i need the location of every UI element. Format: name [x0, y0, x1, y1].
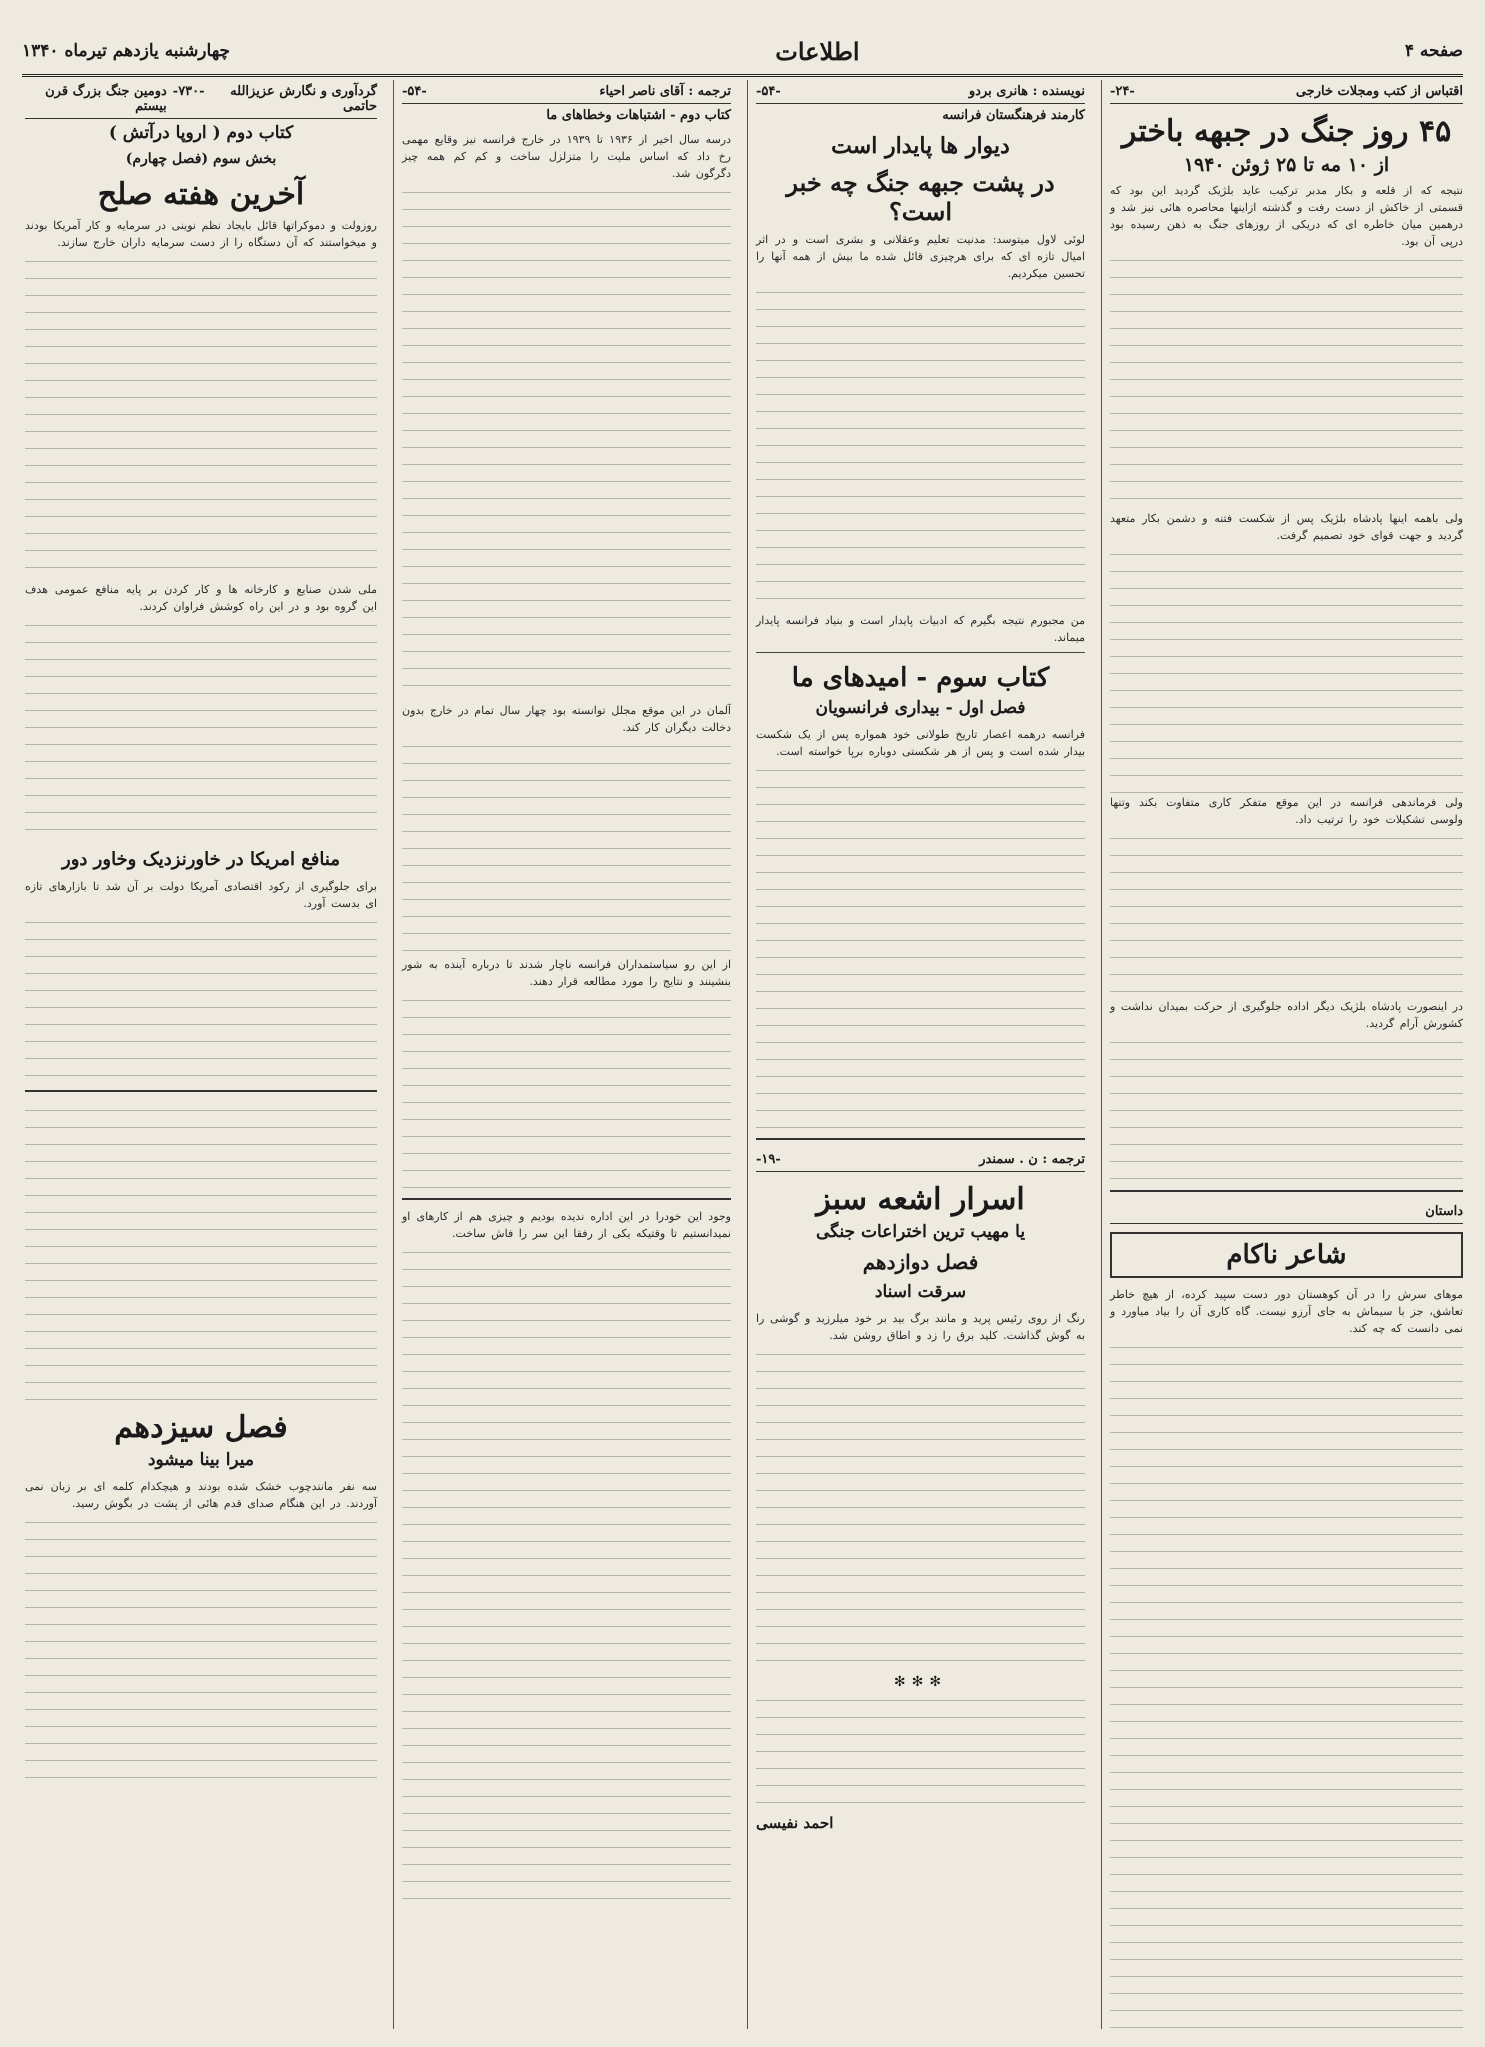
chapter-number: فصل دوازدهم [862, 1250, 979, 1275]
text-block [756, 282, 1085, 612]
section-title: کتاب سوم - امیدهای ما [791, 662, 1050, 693]
separator-stars: ✻✻✻ [893, 1674, 948, 1691]
chapter-headline: فصل سیزدهم [114, 1410, 288, 1445]
text-block [1110, 828, 1463, 998]
divider [1110, 1190, 1463, 1192]
article-dateline: از ۱۰ مه تا ۲۵ ژوئن ۱۹۴۰ [1183, 154, 1390, 176]
episode-number: -۱۹- [756, 1152, 781, 1168]
section-label: داستان [1425, 1204, 1463, 1219]
serial-subhead: یا مهیب ترین اختراعات جنگی [815, 1222, 1026, 1243]
paper-name: اطلاعات [775, 36, 860, 66]
text-block [402, 1242, 731, 1902]
story-paragraph: موهای سرش را در آن کوهستان دور دست سپید کرده، از هیچ خاطر تعاشق، جز با سیماش به جای آرزو نیست. گاه کاری آن را بیاد میاورد و نمی دانست که چه کند. [1110, 1288, 1463, 1335]
series-title: دومین جنگ بزرگ قرن بیستم [45, 84, 167, 114]
story-headline: شاعر ناکام [1110, 1232, 1463, 1278]
article-paragraph: ملی شدن صنایع و کارخانه ها و کار کردن بر پایه منافع عمومی هدف این گروه بود و در این راه کوشش فراوان کردند. [25, 583, 377, 613]
section-subtitle: فصل اول - بیداری فرانسویان [815, 698, 1026, 719]
column-politics [393, 80, 739, 2029]
serial-paragraph: سه نفر مانندچوب خشک شده بودند و هیچکدام کلمه ای بر زبان نمی آوردند. در این هنگام صدای قدم هائی از پشت در بگوش رسید. [25, 1480, 377, 1510]
issue-date: چهارشنبه یازدهم تیرماه ۱۳۴۰ [22, 41, 231, 61]
text-block [25, 1512, 377, 1792]
divider [25, 1090, 377, 1092]
column-byline [25, 80, 377, 119]
author-title: کارمند فرهنگستان فرانسه [942, 108, 1085, 123]
text-block [25, 1100, 377, 1400]
text-block [402, 736, 731, 956]
article-headline: دیوار ها پایدار است [831, 133, 1010, 159]
article-paragraph: روزولت و دموکراتها قائل بایجاد نظم نوینی در سرمایه و کار آمریکا بودند و میخواستند که آن دستگاه را از دست سرمایه داران خارج سازند. [25, 219, 377, 249]
text-block [25, 251, 377, 581]
masthead [22, 28, 1463, 77]
episode-number: -۲۴- [1110, 84, 1135, 99]
article-paragraph: فرانسه درهمه اعصار تاریخ طولانی خود همواره پس از یک شکست بیدار شده است و پس از هر شکستی دوباره برپا خواسته است. [756, 728, 1085, 759]
article-paragraph: ولی فرماندهی فرانسه در این موقع متفکر کاری متفاوت بکند وتنها ولوسی تشکیلات خود را ترتیب داد. [1110, 796, 1463, 826]
text-block [756, 760, 1085, 1130]
article-paragraph: برای جلوگیری از رکود اقتصادی آمریکا دولت بر آن شد تا بازارهای تازه ای بدست آورد. [25, 880, 377, 910]
serial-paragraph: رنگ از روی رئیس پرید و مانند برگ بید بر خود میلرزید و گوشی را به گوش گذاشت. کلید برق را زد و اطاق روشن شد. [756, 1312, 1085, 1343]
serial-paragraph: وجود این خودرا در این اداره ندیده بودیم و چیزی هم از کارهای او نمیدانستیم تا وقتیکه یکی از رفقا این سر را فاش ساخت. [402, 1210, 731, 1240]
story-section [1110, 1200, 1463, 1224]
column-byline [756, 80, 1085, 104]
column-byline [1110, 80, 1463, 104]
book-part: کتاب دوم ( اروپا درآتش ) [108, 123, 294, 143]
text-block [25, 912, 377, 1082]
text-block [1110, 544, 1463, 794]
episode-number: -۷۳۰- [172, 84, 205, 99]
series-title: اقتباس از کتب ومجلات خارجی [1295, 84, 1463, 99]
text-block [1110, 250, 1463, 510]
divider [756, 652, 1085, 653]
serial-headline: اسرار اشعه سبز [816, 1182, 1025, 1218]
divider [756, 1138, 1085, 1140]
divider [402, 1198, 731, 1200]
article-headline: ۴۵ روز جنگ در جبهه باختر [1121, 114, 1452, 149]
episode-number: -۵۴- [756, 84, 781, 99]
column-ww2-history [17, 80, 385, 2029]
article-paragraph: آلمان در این موقع مجلل توانسته بود چهار سال تمام در خارج بدون دخالت دیگران کار کند. [402, 704, 731, 734]
text-block [756, 1344, 1085, 1674]
translator-byline: ترجمه : ن . سمندر [979, 1152, 1085, 1168]
page-number: صفحه ۴ [1404, 41, 1463, 61]
chapter-title: سرقت اسناد [874, 1282, 967, 1303]
text-block [25, 615, 377, 845]
article-paragraph: لوئی لاول میتوسد: مدنیت تعلیم وعقلانی و بشری است و در اثر امیال تازه ای که برای هرچیزی قائل شده ما بیش از همه آنها را تحسین میکردیم. [756, 232, 1085, 280]
poem-block [756, 1690, 1085, 1810]
article-paragraph: از این رو سیاستمداران فرانسه ناچار شدند تا درباره آینده به شور بنشینند و نتایج را مورد مطالعه قرار دهند. [402, 958, 731, 988]
column-foreign-press [1101, 80, 1471, 2029]
article-paragraph: ولی باهمه اینها پادشاه بلژیک پس از شکست فتنه و دشمن بکار متعهد گردید و جهت قوای خود تصمیم گرفت. [1110, 512, 1463, 542]
column-byline [402, 80, 731, 104]
author-byline: نویسنده : هانری بردو [968, 84, 1085, 99]
book-section: بخش سوم (فصل چهارم) [125, 151, 277, 167]
translator-byline: ترجمه : آقای ناصر احیاء [599, 84, 731, 99]
text-block [402, 990, 731, 1190]
article-paragraph: من مجبورم نتیجه بگیرم که ادبیات پایدار است و بنیاد فرانسه پایدار میماند. [756, 613, 1085, 644]
poem-author: احمد نفیسی [756, 1814, 834, 1833]
column-byline [756, 1148, 1085, 1172]
article-paragraph: در اینصورت پادشاه بلژیک دیگر اداده جلوگیری از حرکت بمیدان نداشت و کشورش آرام گردید. [1110, 1000, 1463, 1030]
text-block [402, 182, 731, 702]
article-headline: آخرین هفته صلح [97, 177, 305, 212]
article-paragraph: نتیجه که از قلعه و بکار مدبر ترکیب عاید بلژیک گردید این بود که قسمتی از خاکش از دست رفت و گذشته ازاینها محاصره هائی نیز شد و درهمین میان خاطره ای که دریکی از روزهای جنگ به ذهن رسیده بود درپی آن بود. [1110, 184, 1463, 248]
book-subtitle: کتاب دوم - اشتباهات وخطاهای ما [546, 108, 731, 123]
article-paragraph: درسه سال اخیر از ۱۹۳۶ تا ۱۹۳۹ در خارج فرانسه نیز وقایع مهمی رخ داد که اساس ملیت را متزلزل ساخت و کم کم همه چیز دگرگون شد. [402, 133, 732, 180]
compiler-byline: گردآوری و نگارش عزیزالله حاتمی [230, 84, 377, 114]
episode-number: -۵۴- [402, 84, 427, 99]
column-literature [747, 80, 1093, 2029]
text-block [1110, 1032, 1463, 1182]
text-block [1110, 1337, 1463, 2029]
article-headline-2: در پشت جبهه جنگ چه خبر است؟ [786, 168, 1055, 227]
sub-headline: منافع امریکا در خاورنزدیک وخاور دور [62, 849, 340, 870]
chapter-subhead: میرا بینا میشود [147, 1450, 255, 1470]
